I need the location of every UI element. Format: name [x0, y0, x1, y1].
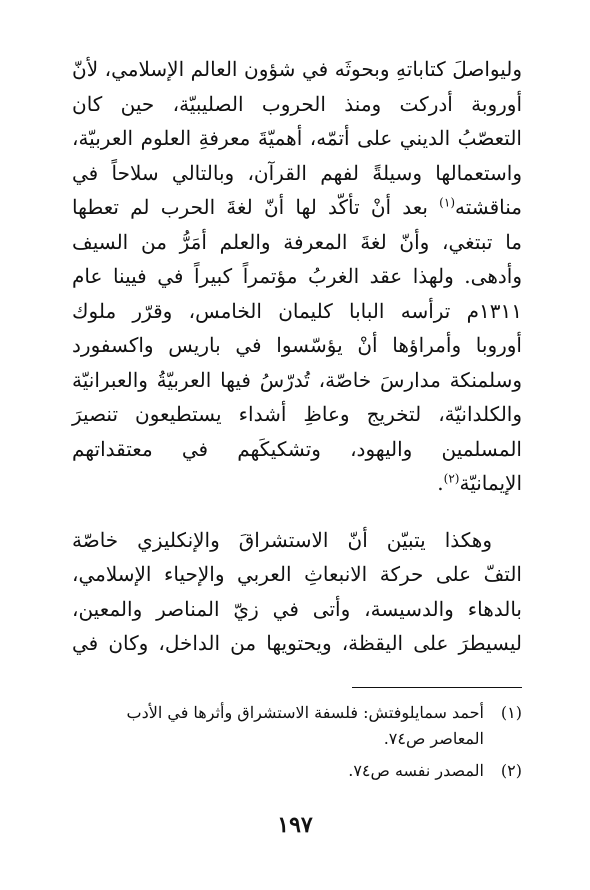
text-line: التفّ على حركة الانبعاثِ العربي والإحياء الإسلامي،: [72, 562, 522, 586]
text-line: المسلمين واليهود، وتشكيكَهم في معتقداتهم: [72, 436, 522, 461]
footnote-text: [72, 700, 484, 752]
footnote-separator: [352, 687, 522, 688]
text-line: وهكذا يتبيّن أنّ الاستشراقَ والإنكليزي خاصّة: [72, 527, 492, 552]
paragraph-gap: [72, 501, 522, 523]
text-line-with-footnote: [72, 466, 522, 501]
text-line: ليسيطرَ على اليقظة، ويحتويها من الداخل، وكان في: [72, 631, 522, 655]
text-line: ما تبتغي، وأنّ لغةَ المعرفة والعلم أمَرُّ من السيف: [72, 229, 522, 254]
footnote-2: [72, 758, 522, 784]
text-line: أوروبة أدركت ومنذ الحروب الصليبيّة، حين كان: [72, 91, 522, 116]
text-line: وليواصلَ كتاباتهِ وبحوثَه في شؤون العالم الإسلامي، لأنّ: [72, 57, 522, 81]
text-segment: الإيمانيّة: [459, 471, 522, 495]
text-line: وأدهى. ولهذا عقد الغربُ مؤتمراً كبيراً في فيينا عام: [72, 264, 522, 288]
text-segment: .: [437, 471, 444, 495]
text-segment: مناقشته: [455, 195, 523, 219]
text-line: أوروبا وأمراؤها أنْ يؤسّسوا في باريس واكسفورد: [72, 333, 522, 357]
footnote-number: (١): [500, 702, 522, 722]
text-line: ١٣١١م ترأسه البابا كليمان الخامس، وقرّر ملوك: [72, 298, 522, 323]
footnote-reference-1[interactable]: (١): [439, 195, 455, 210]
text-line: بالدهاء والدسيسة، وأتى في زيّ المناصر والمعين،: [72, 596, 522, 621]
footnote-line: المصدر نفسه ص٧٤.: [348, 760, 484, 780]
paragraph-2: [72, 523, 522, 661]
text-line: والكلدانيّة، لتخريج وعاظِ أشداء يستطيعون تنصيرَ: [72, 402, 522, 426]
footnote-number: (٢): [500, 760, 522, 780]
page-number: ١٩٧: [277, 812, 313, 838]
footnote-line: المعاصر ص٧٤.: [383, 728, 484, 748]
footnote-text: [72, 758, 484, 784]
text-line: واستعمالها وسيلةً لفهم القرآن، وبالتالي سلاحاً في: [72, 160, 522, 185]
footnote-reference-2[interactable]: (٢): [443, 471, 460, 486]
paragraph-1: [72, 52, 522, 501]
footnote-1: [72, 700, 522, 752]
footnote-line: أحمد سمايلوفتش: فلسفة الاستشراق وأثرها في الأدب: [126, 702, 484, 722]
text-line-with-footnote: [72, 190, 522, 225]
text-segment: بعد أنْ تأكّد لها أنّ لغةَ الحرب لم تعطها: [72, 195, 428, 219]
text-line: التعصّبُ الديني على أتمّه، أهميّةَ معرفةِ العلوم العربيّة،: [72, 126, 522, 150]
text-line: وسلمنكة مدارسَ خاصّة، تُدرّسُ فيها العربيّةُ والعبرانيّة: [72, 367, 522, 392]
